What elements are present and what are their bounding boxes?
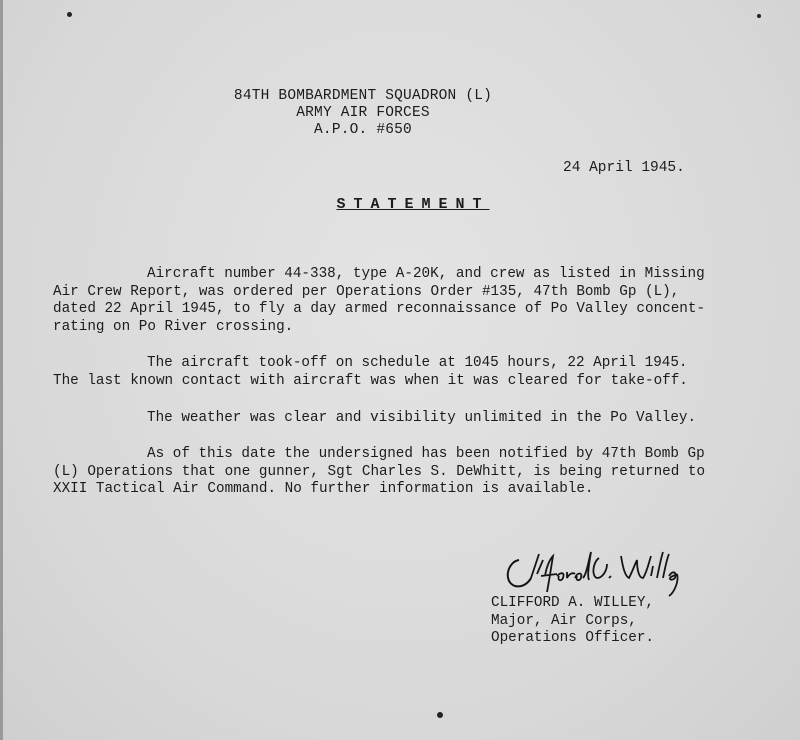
punch-hole-dot bbox=[67, 12, 72, 17]
paragraph-line: Air Crew Report, was ordered per Operations Order #135, 47th Bomb Gp (L), bbox=[53, 283, 680, 300]
paragraph-2 bbox=[53, 355, 773, 390]
paragraph-4 bbox=[53, 446, 773, 499]
letterhead bbox=[3, 88, 723, 139]
handwritten-signature bbox=[501, 548, 681, 598]
paragraph-line: XXII Tactical Air Command. No further information is available. bbox=[53, 481, 594, 497]
document-title: STATEMENT bbox=[336, 196, 490, 213]
paragraph-line: rating on Po River crossing. bbox=[53, 318, 294, 335]
document-date: 24 April 1945. bbox=[563, 160, 685, 176]
paragraph-line: Aircraft number 44-338, type A-20K, and crew as listed in Missing bbox=[147, 266, 705, 282]
paragraph-line: The weather was clear and visibility unlimited in the Po Valley. bbox=[147, 410, 697, 426]
paragraph-line: As of this date the undersigned has been notified by 47th Bomb Gp bbox=[147, 446, 705, 462]
paragraph-3 bbox=[53, 410, 773, 428]
punch-hole-dot bbox=[757, 14, 761, 18]
signatory-position: Operations Officer. bbox=[491, 630, 655, 646]
letterhead-apo: A.P.O. #650 bbox=[314, 122, 412, 138]
paragraph-line: (L) Operations that one gunner, Sgt Charles S. DeWhitt, is being returned to bbox=[53, 463, 706, 480]
signatory-name: CLIFFORD A. WILLEY, bbox=[491, 595, 655, 611]
letterhead-service: ARMY AIR FORCES bbox=[296, 105, 430, 121]
letterhead-unit: 84TH BOMBARDMENT SQUADRON (L) bbox=[233, 88, 493, 104]
signatory-rank: Major, Air Corps, bbox=[491, 612, 637, 629]
paragraph-line: The last known contact with aircraft was when it was cleared for take-off. bbox=[53, 372, 688, 389]
punch-hole-dot bbox=[437, 712, 443, 718]
signature-block bbox=[491, 595, 654, 648]
paragraph-line: The aircraft took-off on schedule at 1045 hours, 22 April 1945. bbox=[147, 355, 688, 371]
paragraph-1 bbox=[53, 266, 773, 336]
paragraph-line: dated 22 April 1945, to fly a day armed reconnaissance of Po Valley concent- bbox=[53, 301, 706, 317]
